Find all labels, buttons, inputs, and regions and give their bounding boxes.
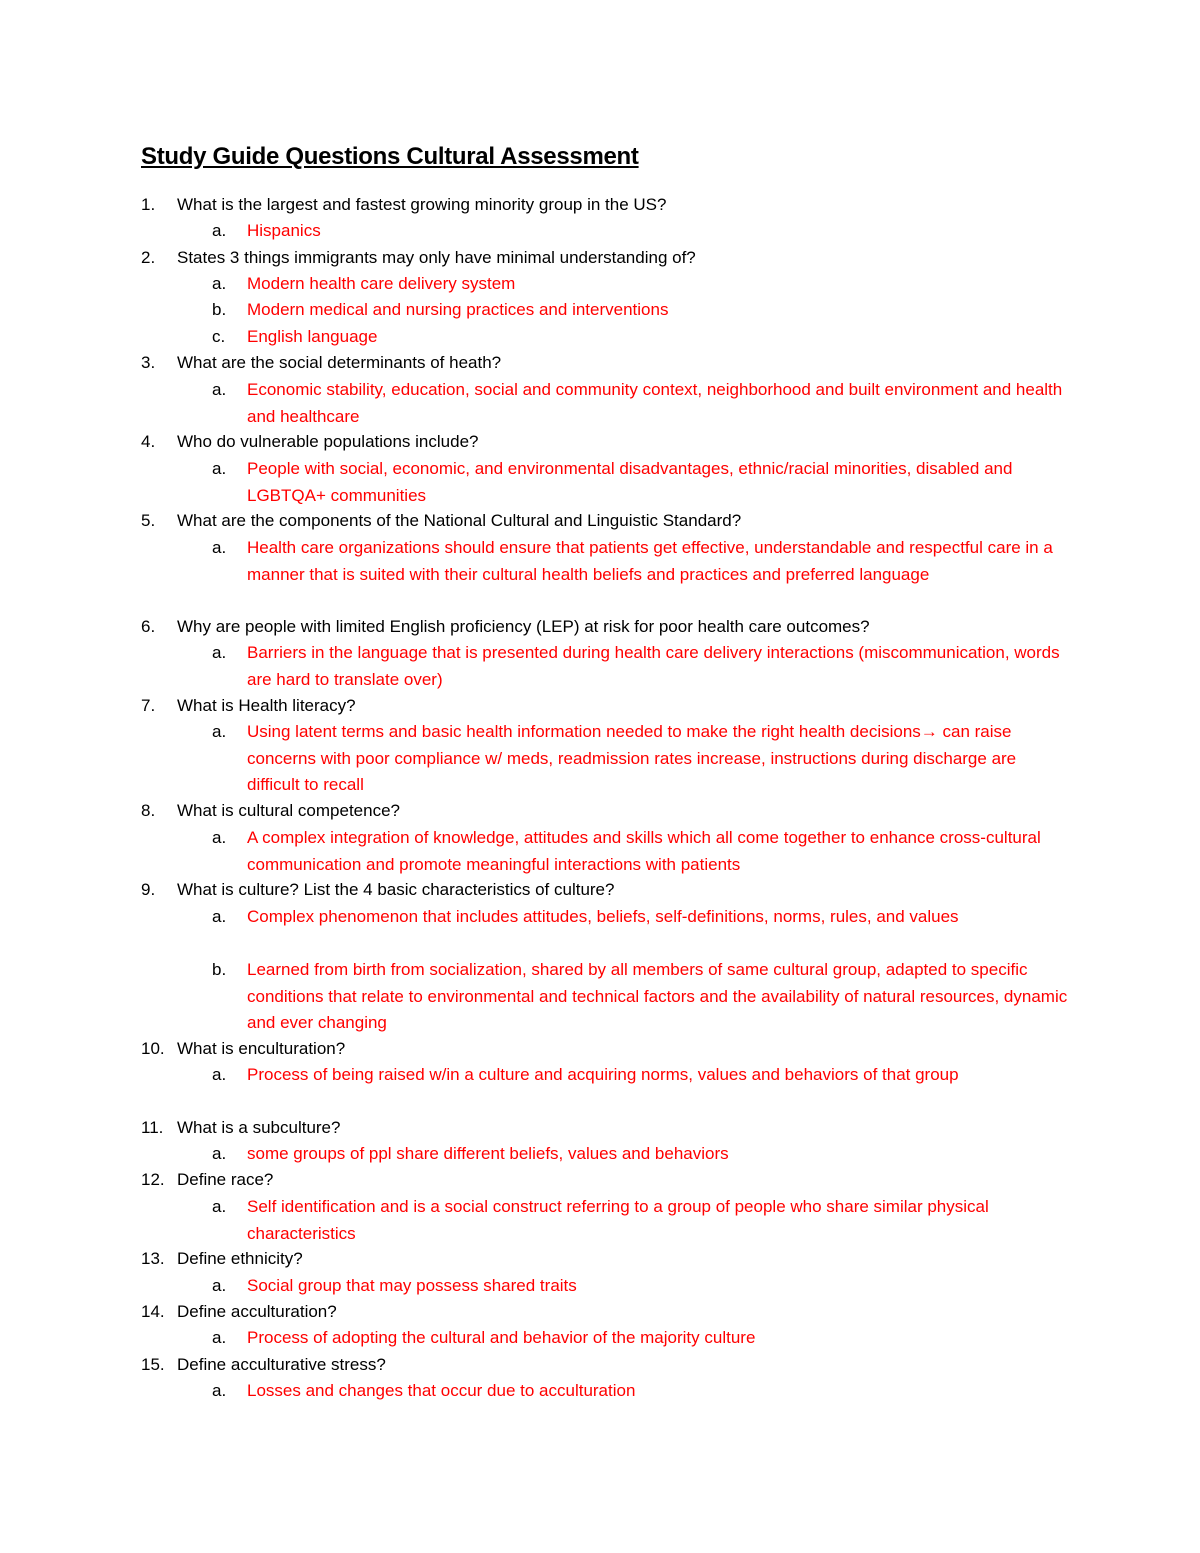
answer-letter: a. (212, 459, 227, 478)
question-13 (141, 1246, 1061, 1273)
question-text: What is culture? List the 4 basic characteristics of culture? (177, 880, 615, 899)
question-1 (141, 192, 1061, 219)
question-14 (141, 1299, 1061, 1326)
answer-13a (212, 1273, 1072, 1300)
question-3 (141, 350, 1061, 377)
answer-10a (212, 1062, 1072, 1089)
question-9 (141, 877, 1061, 904)
answer-text: Modern health care delivery system (247, 274, 516, 293)
answer-text: Process of being raised w/in a culture and acquiring norms, values and behaviors of that group (247, 1065, 959, 1084)
answer-4a (212, 456, 1072, 509)
question-5 (141, 508, 1061, 535)
question-number: 7. (141, 696, 156, 715)
question-number: 13. (141, 1249, 165, 1268)
answer-text: some groups of ppl share different beliefs, values and behaviors (247, 1144, 729, 1163)
answer-letter: a. (212, 221, 227, 240)
answer-15a (212, 1378, 1072, 1405)
answer-8a (212, 825, 1072, 878)
question-15 (141, 1352, 1061, 1379)
answer-14a (212, 1325, 1072, 1352)
answer-letter: a. (212, 274, 227, 293)
question-text: What is the largest and fastest growing minority group in the US? (177, 195, 667, 214)
question-number: 12. (141, 1170, 165, 1189)
answer-letter: a. (212, 907, 227, 926)
answer-letter: b. (212, 960, 227, 979)
answer-letter: a. (212, 380, 227, 399)
answer-letter: a. (212, 722, 227, 741)
answer-letter: a. (212, 1065, 227, 1084)
answer-6a (212, 640, 1072, 693)
answer-letter: c. (212, 327, 226, 346)
answer-12a (212, 1194, 1072, 1247)
question-number: 8. (141, 801, 156, 820)
question-number: 11. (141, 1118, 164, 1137)
question-number: 9. (141, 880, 156, 899)
answer-text: Process of adopting the cultural and behavior of the majority culture (247, 1328, 756, 1347)
question-text: What is Health literacy? (177, 696, 356, 715)
answer-text: Barriers in the language that is presented during health care delivery interactions (miscommunication, words are hard to translate over) (247, 643, 1060, 689)
question-number: 3. (141, 353, 156, 372)
answer-5a (212, 535, 1072, 588)
answer-letter: a. (212, 1381, 227, 1400)
answer-letter: a. (212, 1328, 227, 1347)
answer-text: Economic stability, education, social and community context, neighborhood and built environment and health and healthcare (247, 380, 1063, 426)
answer-letter: a. (212, 643, 227, 662)
question-text: What is cultural competence? (177, 801, 400, 820)
question-number: 1. (141, 195, 156, 214)
question-7 (141, 693, 1061, 720)
answer-text: Health care organizations should ensure that patients get effective, understandable and respectful care in a manner that is suited with their cultural health beliefs and practices and preferred language (247, 538, 1053, 584)
answer-1a (212, 218, 1072, 245)
answer-letter: a. (212, 538, 227, 557)
question-6 (141, 614, 1061, 641)
question-number: 6. (141, 617, 156, 636)
question-text: Define ethnicity? (177, 1249, 303, 1268)
question-number: 14. (141, 1302, 165, 1321)
answer-text: English language (247, 327, 378, 346)
page-title: Study Guide Questions Cultural Assessment (141, 143, 639, 170)
answer-letter: a. (212, 1197, 227, 1216)
question-text: Why are people with limited English proficiency (LEP) at risk for poor health care outcomes? (177, 617, 870, 636)
answer-letter: a. (212, 1144, 227, 1163)
question-number: 10. (141, 1039, 165, 1058)
answer-text: Hispanics (247, 221, 321, 240)
answer-letter: a. (212, 828, 227, 847)
question-text: What are the social determinants of heath? (177, 353, 502, 372)
question-number: 4. (141, 432, 156, 451)
question-text: What is enculturation? (177, 1039, 346, 1058)
question-text: Who do vulnerable populations include? (177, 432, 479, 451)
question-4 (141, 429, 1061, 456)
answer-text: Complex phenomenon that includes attitudes, beliefs, self-definitions, norms, rules, and values (247, 907, 959, 926)
answer-text: A complex integration of knowledge, attitudes and skills which all come together to enhance cross-cultural communication and promote meaningful interactions with patients (247, 828, 1041, 874)
question-11 (141, 1115, 1061, 1142)
answer-7a (212, 719, 1072, 799)
answer-text: Learned from birth from socialization, shared by all members of same cultural group, adapted to specific conditions that relate to environmental and technical factors and the availability of natural resources, dynamic and ever changing (247, 960, 1068, 1032)
question-text: States 3 things immigrants may only have minimal understanding of? (177, 248, 696, 267)
question-10 (141, 1036, 1061, 1063)
question-text: Define acculturation? (177, 1302, 337, 1321)
question-text: Define acculturative stress? (177, 1355, 386, 1374)
answer-2a (212, 271, 1072, 298)
answer-9a (212, 904, 1072, 931)
answer-letter: b. (212, 300, 227, 319)
answer-text: Social group that may possess shared traits (247, 1276, 577, 1295)
answer-text: Modern medical and nursing practices and interventions (247, 300, 669, 319)
answer-2c (212, 324, 1072, 351)
question-text: What are the components of the National Cultural and Linguistic Standard? (177, 511, 742, 530)
answer-3a (212, 377, 1072, 430)
answer-letter: a. (212, 1276, 227, 1295)
answer-11a (212, 1141, 1072, 1168)
answer-text: People with social, economic, and environmental disadvantages, ethnic/racial minorities, disabled and LGBTQA+ communities (247, 459, 1013, 505)
question-number: 15. (141, 1355, 165, 1374)
answer-9b (212, 957, 1072, 1037)
question-12 (141, 1167, 1061, 1194)
answer-text: Self identification and is a social construct referring to a group of people who share similar physical characteristics (247, 1197, 989, 1243)
question-8 (141, 798, 1061, 825)
question-number: 2. (141, 248, 156, 267)
answer-text: Using latent terms and basic health information needed to make the right health decisions→ can raise concerns with poor compliance w/ meds, readmission rates increase, instructions during discharge are difficult to recall (247, 722, 1017, 794)
answer-text: Losses and changes that occur due to acculturation (247, 1381, 636, 1400)
question-text: What is a subculture? (177, 1118, 341, 1137)
answer-2b (212, 297, 1072, 324)
question-2 (141, 245, 1061, 272)
question-number: 5. (141, 511, 156, 530)
question-text: Define race? (177, 1170, 274, 1189)
